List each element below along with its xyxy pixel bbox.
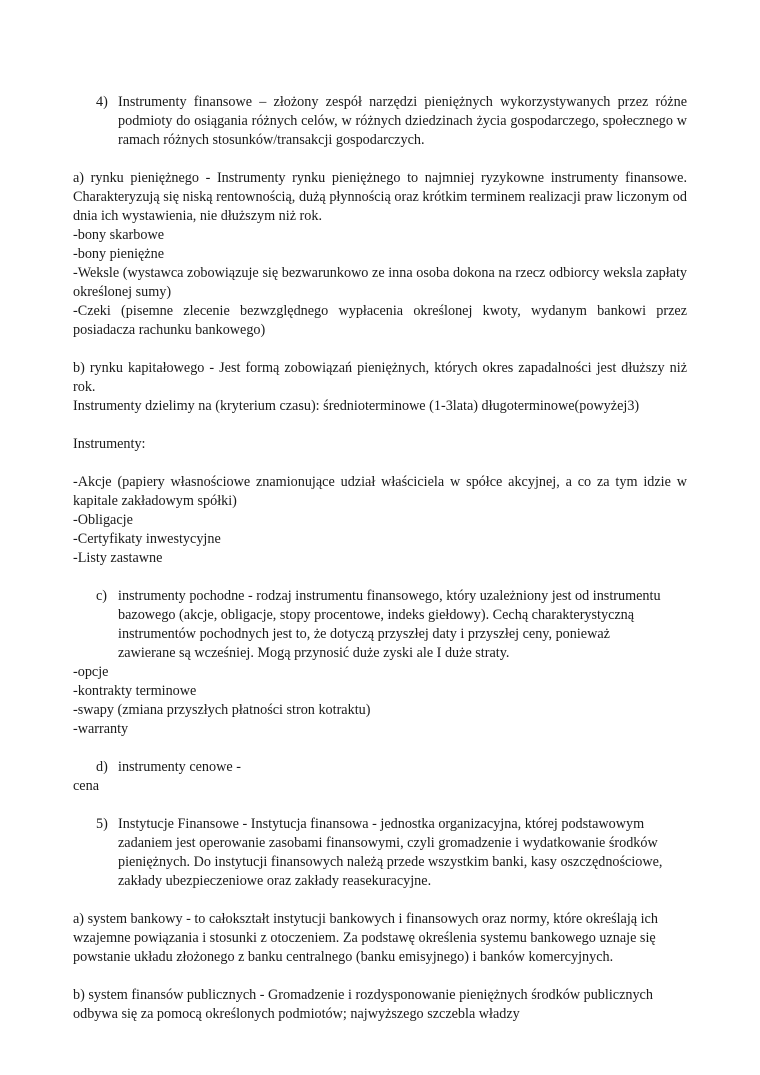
list-line: -Obligacje xyxy=(73,512,133,528)
list-number: 5) xyxy=(96,816,108,832)
list-line: -swapy (zmiana przyszłych płatności stron kotraktu) xyxy=(73,702,371,718)
list-line: -Czeki (pisemne zlecenie bezwzględnego wypłacenia określonej kwoty, wydanym bankowi przez posiadacza rachunku bankowego) xyxy=(73,303,687,338)
list-item-c xyxy=(73,587,687,663)
paragraph-line: cena xyxy=(73,778,99,794)
document-page xyxy=(73,93,687,1024)
paragraph-banking-system: a) system bankowy - to całokształt instytucji bankowych i finansowych oraz normy, które określają ich wzajemne powiązania i stosunki z otoczeniem. Za podstawę określenia systemu bankowego uznaje się powstanie układu złożonego z banku centralnego (banku emisyjnego) i banków komercyjnych. xyxy=(73,911,658,965)
list-line: -Weksle (wystawca zobowiązuje się bezwarunkowo ze inna osoba dokona na rzecz odbiorcy weksla zapłaty określonej sumy) xyxy=(73,265,687,300)
list-line: -Akcje (papiery własnościowe znamionujące udział właściciela w spółce akcyjnej, a co za tym idzie w kapitale zakładowym spółki) xyxy=(73,474,687,509)
heading-instruments: Instrumenty: xyxy=(73,436,146,452)
list-line: -bony skarbowe xyxy=(73,227,165,243)
paragraph-derivatives: instrumenty pochodne - rodzaj instrumentu finansowego, który uzależniony jest od instrumentu bazowego (akcje, obligacje, stopy procentowe, indeks giełdowy). Cechą charakterystyczną instrumentów pochodnych jest to, że dotyczą przyszłej daty i przyszłej ceny, ponieważ zawierane są wcześniej. Mogą przynosić duże zyski ale I duże straty. xyxy=(118,588,661,661)
paragraph-institutions: Instytucje Finansowe - Instytucja finansowa - jednostka organizacyjna, której podstawowym zadaniem jest operowanie zasobami finansowymi, czyli gromadzenie i wydatkowanie środków pieniężnych. Do instytucji finansowych należą przede wszystkim banki, kasy oszczędnościowe, zakłady ubezpieczeniowe oraz zakłady reasekuracyjne. xyxy=(118,816,663,889)
list-line: -bony pieniężne xyxy=(73,246,164,262)
paragraph: instrumenty cenowe - xyxy=(118,759,241,775)
paragraph-public-finance: b) system finansów publicznych - Gromadzenie i rozdysponowanie pieniężnych środków publicznych odbywa się za pomocą określonych podmiotów; najwyższego szczebla władzy xyxy=(73,987,653,1022)
paragraph-line: Instrumenty dzielimy na (kryterium czasu): średnioterminowe (1-3lata) długoterminowe(powyżej3) xyxy=(73,398,640,414)
list-line: -warranty xyxy=(73,721,129,737)
list-number: 4) xyxy=(96,94,108,110)
paragraph-capital-market: b) rynku kapitałowego - Jest formą zobowiązań pieniężnych, których okres zapadalności jest dłuższy niż rok. xyxy=(73,360,687,395)
list-item-4 xyxy=(73,93,687,150)
list-line: -kontrakty terminowe xyxy=(73,683,197,699)
paragraph-money-market: a) rynku pieniężnego - Instrumenty rynku pieniężnego to najmniej ryzykowne instrumenty finansowe. Charakteryzują się niską rentownością, dużą płynnością oraz krótkim terminem realizacji praw liczonym od dnia ich wystawienia, nie dłuższym niż rok. xyxy=(73,170,687,224)
list-number: c) xyxy=(96,588,108,604)
paragraph: Instrumenty finansowe – złożony zespół narzędzi pieniężnych wykorzystywanych przez różne podmioty do osiągania różnych celów, w różnych dziedzinach życia gospodarczego, społecznego w ramach różnych stosunków/transakcji gospodarczych. xyxy=(118,94,687,148)
list-line: -Certyfikaty inwestycyjne xyxy=(73,531,221,547)
list-item-d xyxy=(73,758,687,777)
list-item-5 xyxy=(73,815,687,891)
list-number: d) xyxy=(96,759,108,775)
list-line: -Listy zastawne xyxy=(73,550,163,566)
list-line: -opcje xyxy=(73,664,109,680)
